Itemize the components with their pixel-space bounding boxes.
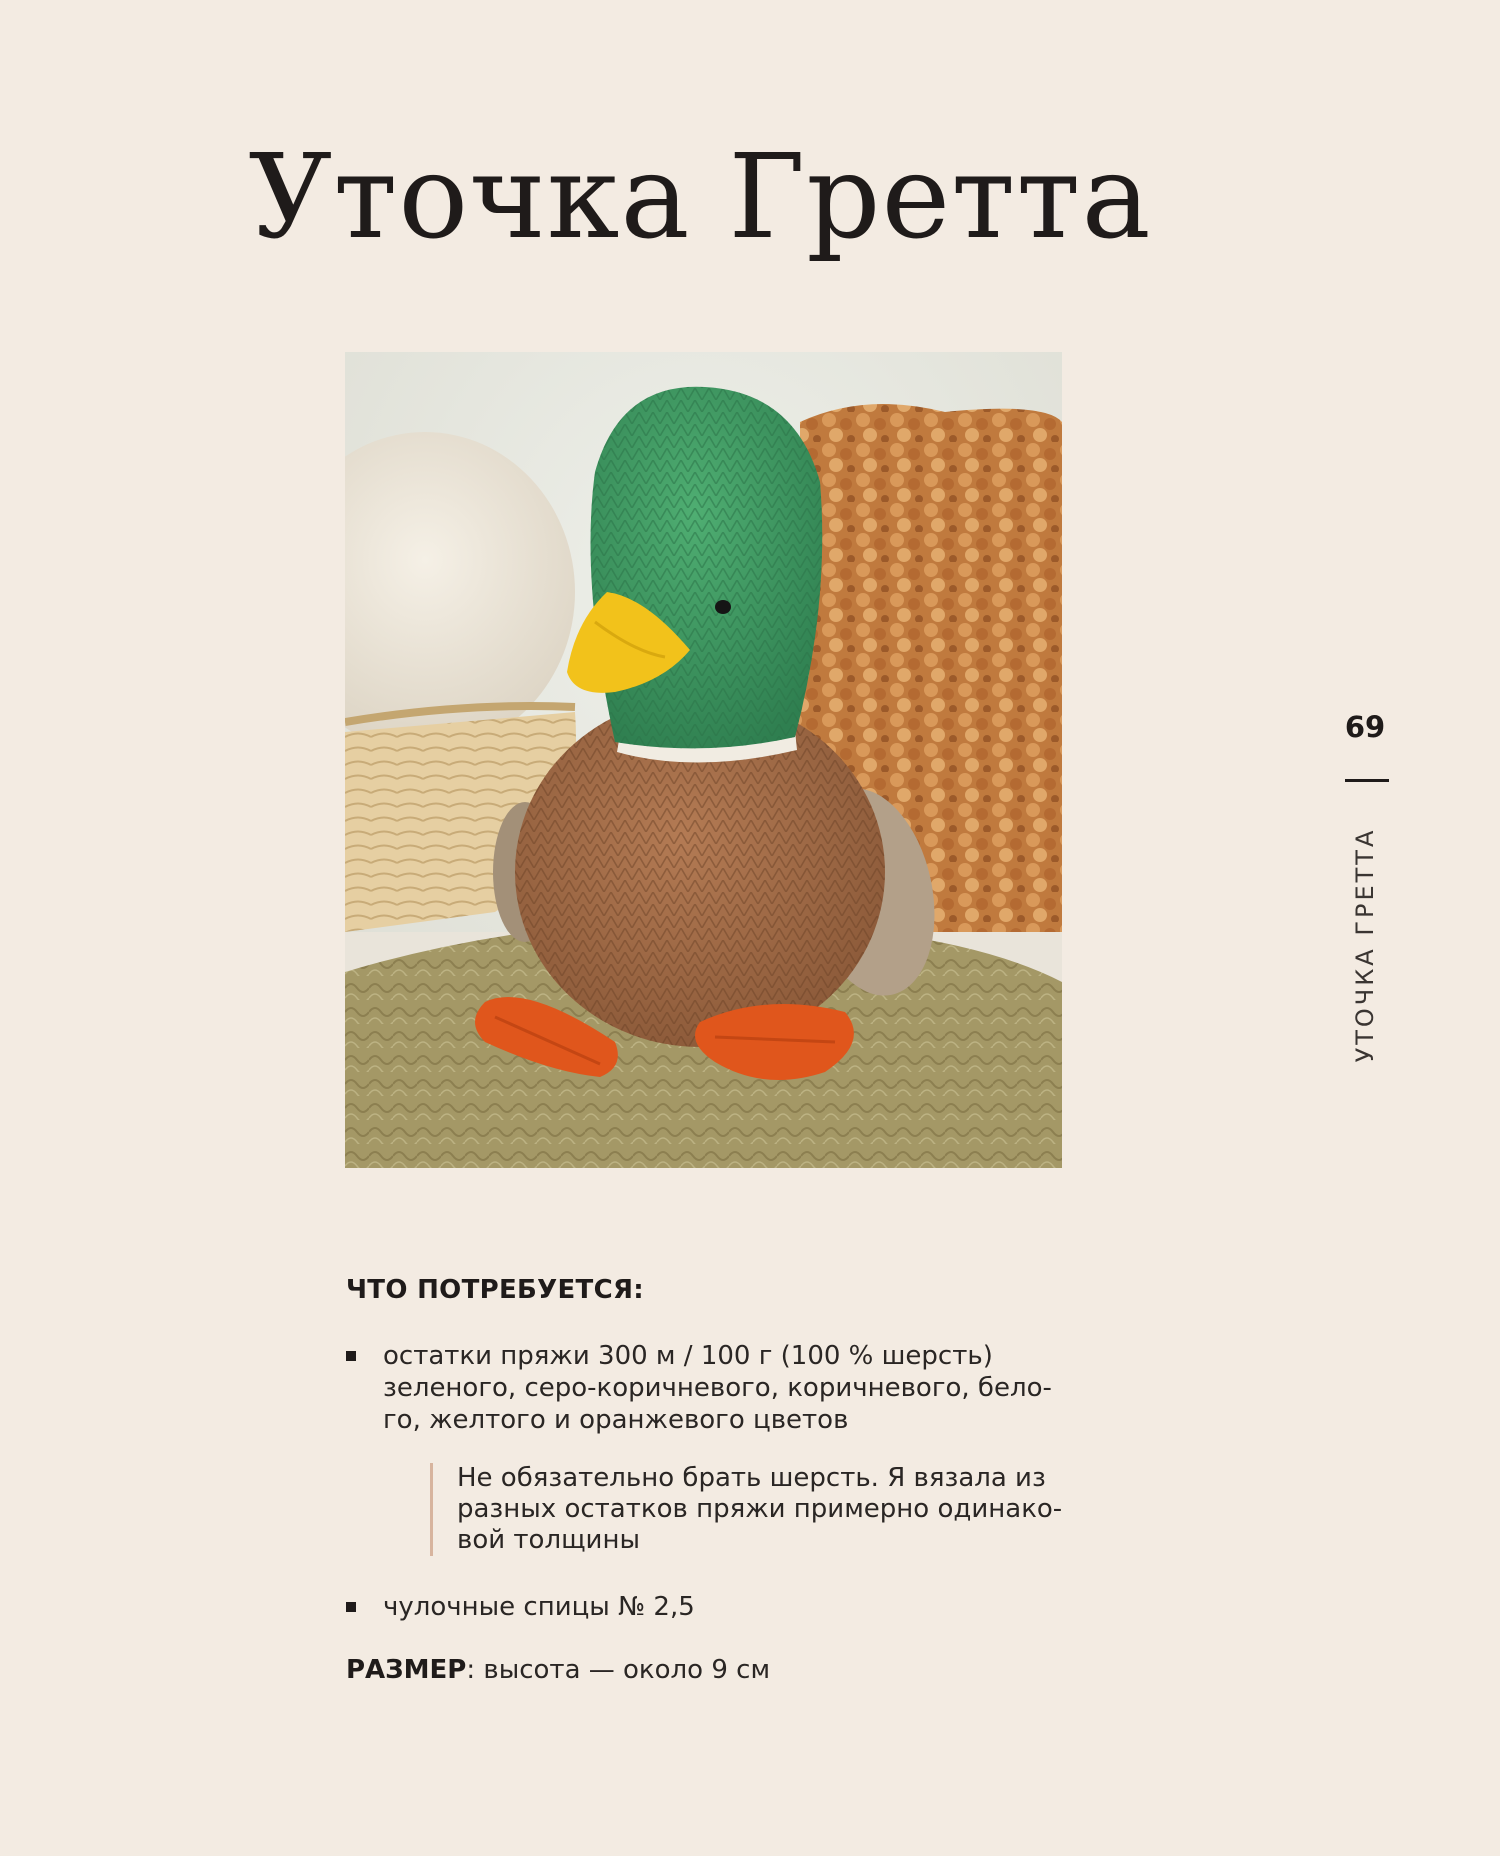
size-info (346, 1654, 770, 1686)
materials-list-item (346, 1591, 1066, 1625)
materials-item-needles: чулочные спицы № 2,5 (383, 1592, 695, 1622)
text-line: го, желтого и оранжевого цветов (383, 1405, 849, 1435)
text-line: вой толщины (457, 1525, 640, 1555)
page-title: Уточка Гретта (248, 130, 1152, 265)
size-label: РАЗМЕР (346, 1655, 467, 1685)
bullet-icon (346, 1602, 356, 1612)
text-line: Не обязательно брать шерсть. Я вязала из (457, 1463, 1046, 1493)
running-title: УТОЧКА ГРЕТТА (1351, 827, 1379, 1063)
materials-item-yarn (383, 1340, 1063, 1436)
text-line: разных остатков пряжи примерно одинако- (457, 1494, 1063, 1524)
bullet-icon (346, 1351, 356, 1361)
duck-photo (345, 352, 1062, 1168)
duck-photo-illustration (345, 352, 1062, 1168)
page-number: 69 (1344, 710, 1386, 744)
materials-heading: ЧТО ПОТРЕБУЕТСЯ: (346, 1275, 644, 1305)
materials-list-item (346, 1340, 1066, 1440)
size-value: : высота — около 9 см (466, 1655, 771, 1685)
text-line: зеленого, серо-коричневого, коричневого, бело- (383, 1373, 1052, 1403)
page-number-rule (1345, 779, 1389, 782)
text-line: остатки пряжи 300 м / 100 г (100 % шерсть) (383, 1341, 993, 1371)
author-note (430, 1463, 1097, 1556)
